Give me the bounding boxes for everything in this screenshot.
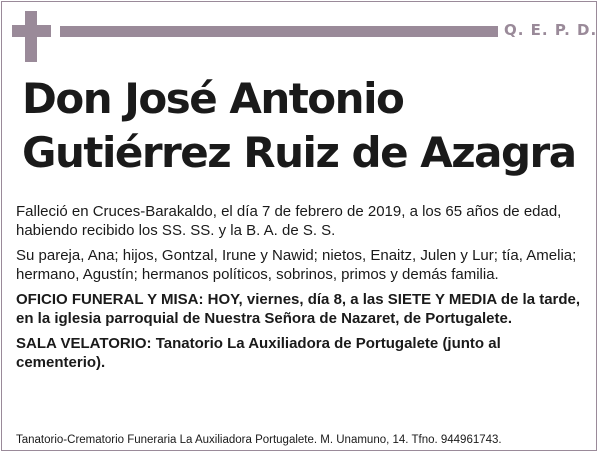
deceased-name-line-1: Don José Antonio xyxy=(22,74,404,123)
wake-room: SALA VELATORIO: Tanatorio La Auxiliadora de Portugalete (junto al cementerio). xyxy=(16,335,501,371)
death-notice: Falleció en Cruces-Barakaldo, el día 7 de febrero de 2019, a los 65 años de edad, habiendo recibido los SS. SS. y la B. A. de S. S. xyxy=(16,203,562,239)
funeral-home-footer: Tanatorio-Crematorio Funeraria La Auxiliadora Portugalete. M. Unamuno, 14. Tfno. 944961743. xyxy=(16,434,502,446)
funeral-service: OFICIO FUNERAL Y MISA: HOY, viernes, día 8, a las SIETE Y MEDIA de la tarde, en la iglesia parroquial de Nuestra Señora de Nazaret, de Portugalete. xyxy=(16,291,581,327)
family-list: Su pareja, Ana; hijos, Gontzal, Irune y Nawid; nietos, Enaitz, Julen y Lur; tía, Amelia; hermano, Agustín; hermanos políticos, sobrinos, primos y demás familia. xyxy=(16,247,577,283)
cross-icon-bar xyxy=(12,25,51,37)
obituary-body xyxy=(16,202,591,378)
deceased-name xyxy=(22,72,592,180)
qepd-label: Q. E. P. D. xyxy=(504,21,598,39)
obituary-card xyxy=(1,1,597,451)
header-rule xyxy=(60,26,498,37)
deceased-name-line-2: Gutiérrez Ruiz de Azagra xyxy=(22,128,576,177)
